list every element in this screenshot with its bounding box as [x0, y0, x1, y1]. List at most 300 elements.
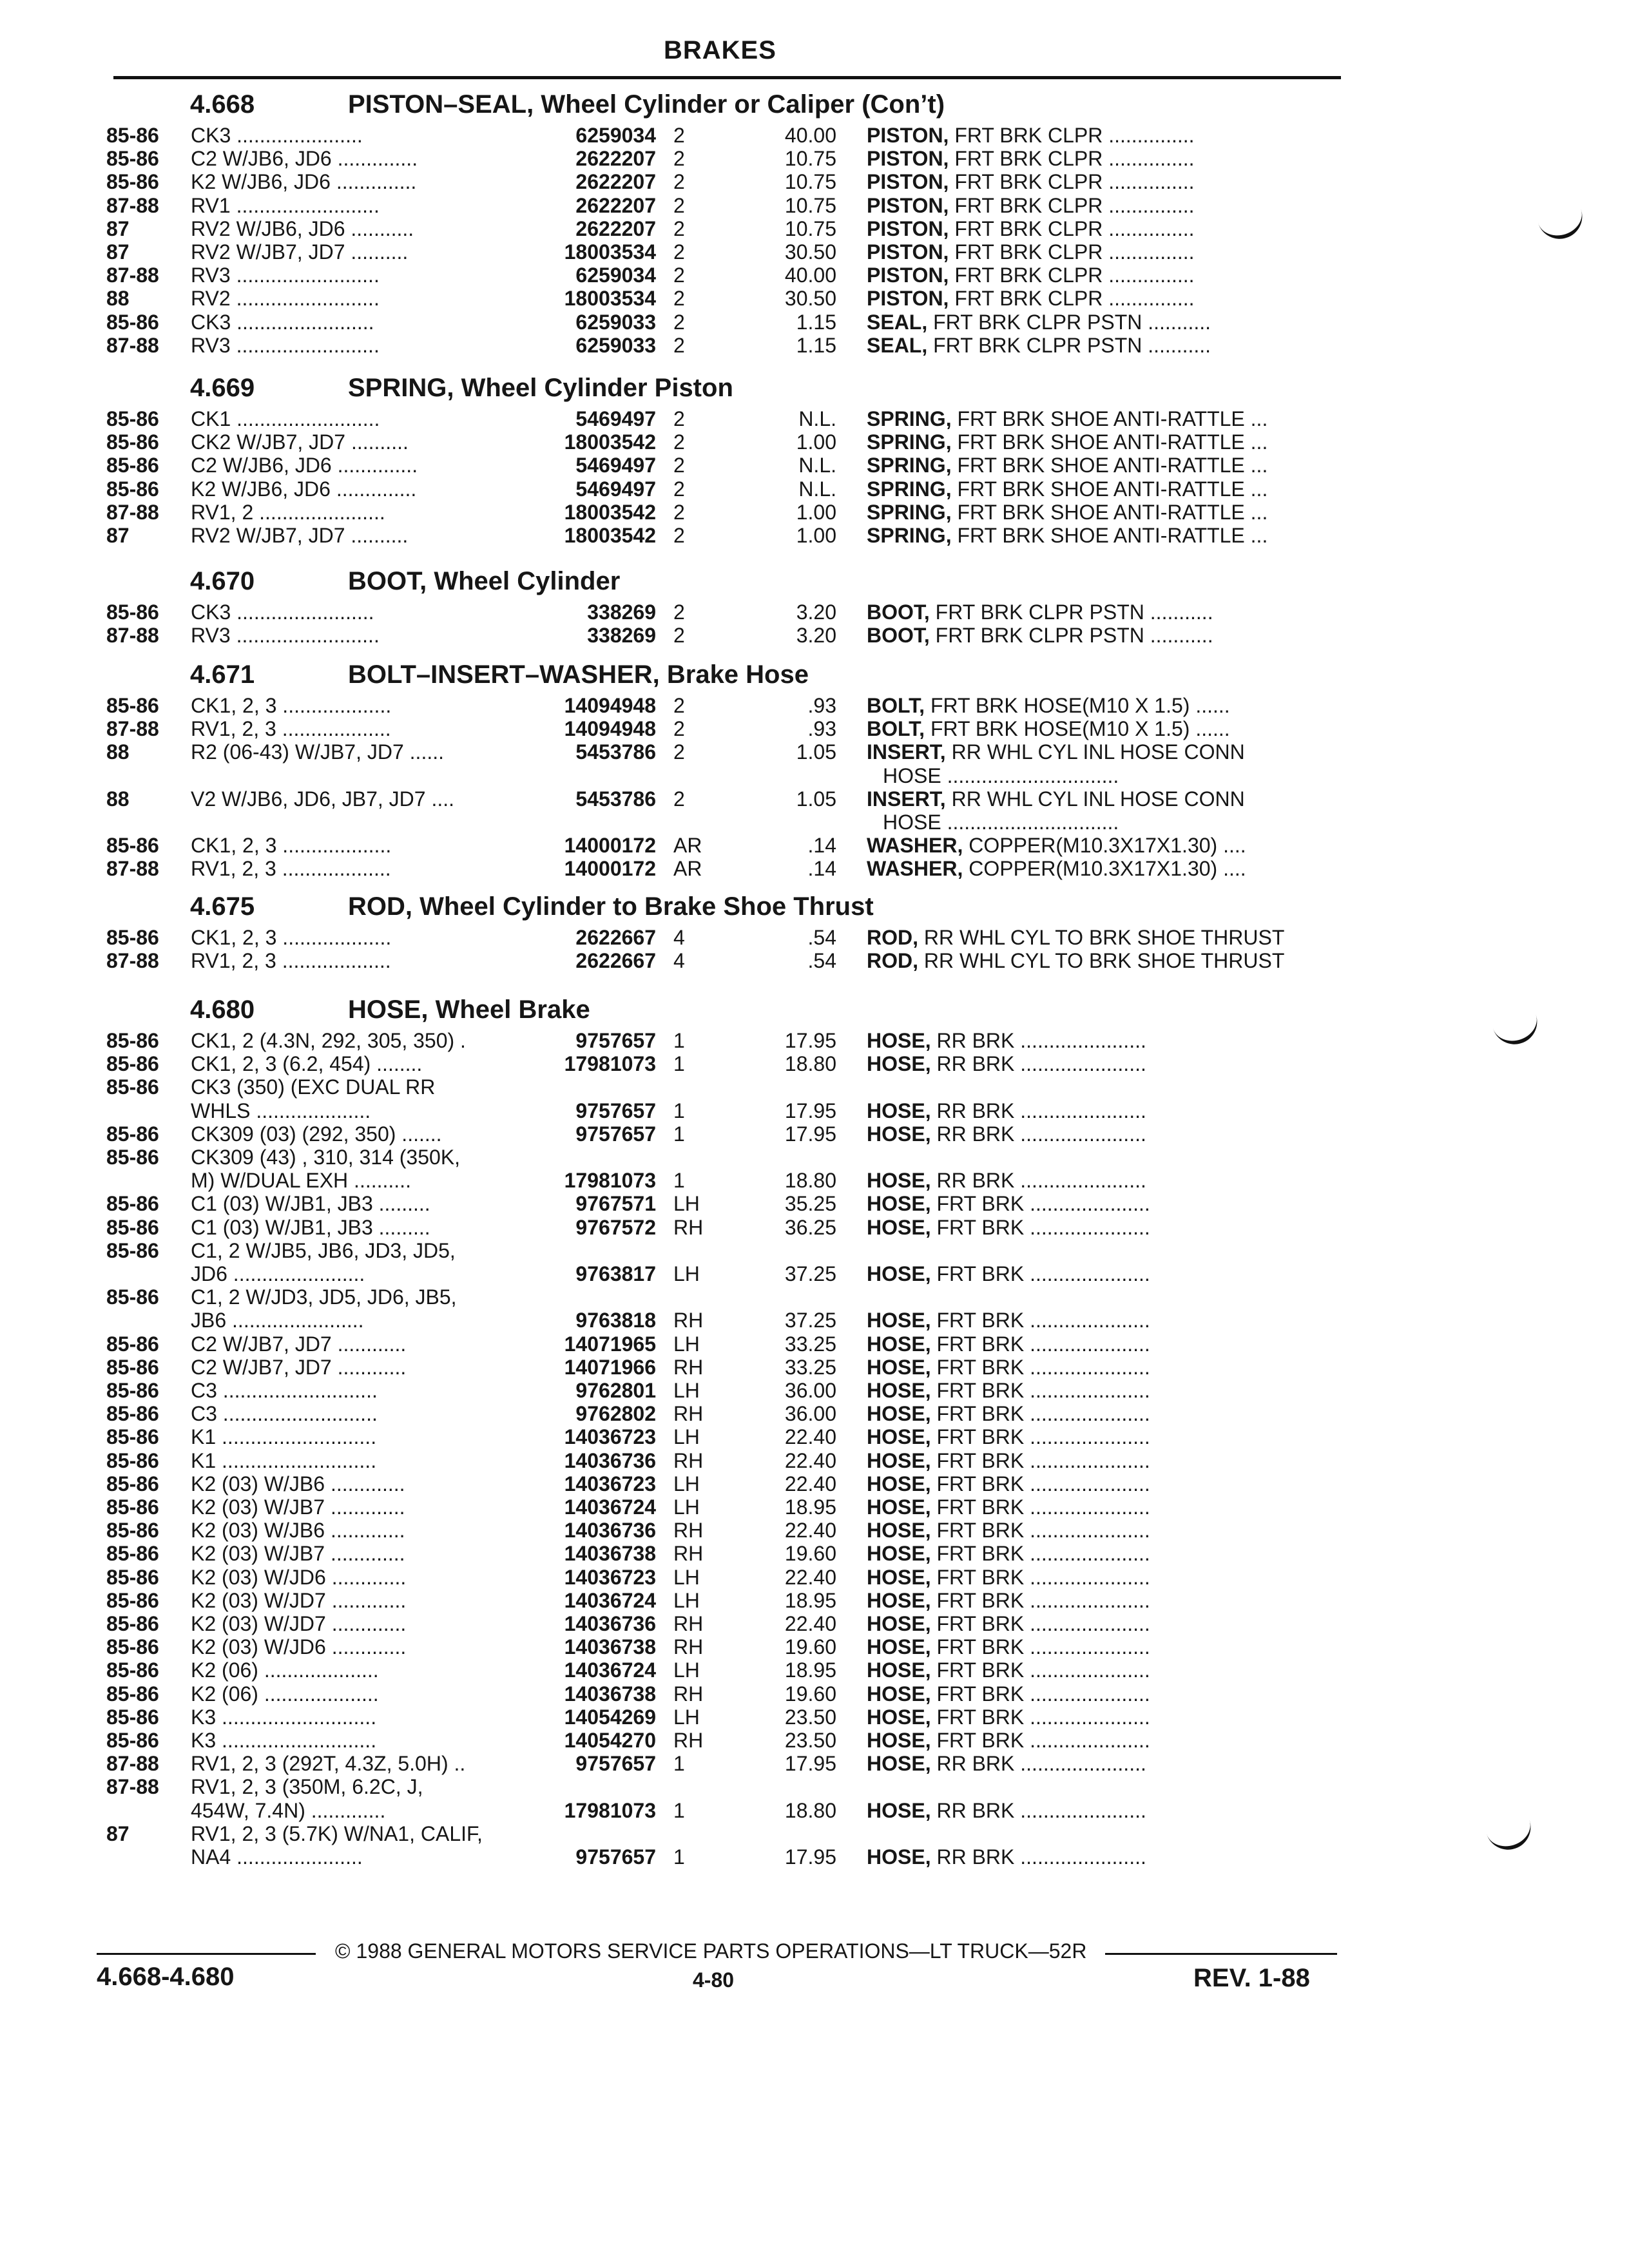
description-noun: HOSE,	[867, 1542, 931, 1565]
description-noun: HOSE,	[867, 1356, 931, 1379]
description-noun: INSERT,	[867, 740, 946, 764]
model-years: 87	[106, 1822, 130, 1845]
description-noun: HOSE,	[867, 1635, 931, 1658]
part-description	[867, 477, 1337, 501]
model-application: CK309 (03) (292, 350) .......	[191, 1122, 442, 1146]
description-noun: WASHER,	[867, 834, 963, 857]
part-number: 5453786	[575, 740, 656, 764]
parts-row	[0, 1356, 1629, 1379]
model-years: 85-86	[106, 407, 159, 430]
description-noun: HOSE,	[867, 1099, 931, 1122]
description-noun: HOSE,	[867, 1752, 931, 1775]
parts-row	[0, 1845, 1629, 1869]
quantity: LH	[673, 1425, 700, 1448]
model-years: 85-86	[106, 1402, 159, 1425]
list-price: .93	[807, 717, 836, 740]
part-number: 14094948	[564, 717, 656, 740]
description-detail: FRT BRK CLPR ...............	[949, 194, 1195, 217]
model-application: K2 (03) W/JD7 .............	[191, 1589, 407, 1612]
quantity: RH	[673, 1356, 704, 1379]
model-years: 85-86	[106, 1449, 159, 1472]
part-number: 338269	[587, 624, 656, 647]
model-application: K2 (03) W/JB7 .............	[191, 1495, 405, 1519]
description-noun: HOSE,	[867, 1589, 931, 1612]
parts-row	[0, 1449, 1629, 1472]
parts-row	[0, 240, 1629, 264]
description-noun: HOSE,	[867, 1845, 931, 1869]
part-number: 14036724	[564, 1589, 656, 1612]
parts-row	[0, 1029, 1629, 1052]
parts-row	[0, 147, 1629, 170]
list-price: 23.50	[784, 1729, 836, 1752]
part-description	[867, 194, 1337, 217]
part-number: 6259033	[575, 311, 656, 334]
part-description	[867, 501, 1337, 524]
model-application: C2 W/JB6, JD6 ..............	[191, 454, 418, 477]
quantity: 4	[673, 949, 685, 972]
quantity: 2	[673, 430, 685, 454]
part-number: 14094948	[564, 694, 656, 717]
description-detail: FRT BRK SHOE ANTI-RATTLE ...	[951, 501, 1268, 524]
section-heading	[0, 567, 1629, 601]
parts-row	[0, 1285, 1629, 1309]
quantity: LH	[673, 1566, 700, 1589]
part-number: 5469497	[575, 454, 656, 477]
part-number: 9757657	[575, 1122, 656, 1146]
list-price: 37.25	[784, 1309, 836, 1332]
description-noun: HOSE,	[867, 1309, 931, 1332]
description-noun: ROD,	[867, 926, 918, 949]
list-price: 1.05	[796, 740, 836, 764]
parts-row	[0, 477, 1629, 501]
section-title: ROD, Wheel Cylinder to Brake Shoe Thrust	[348, 892, 874, 921]
description-noun: HOSE,	[867, 1519, 931, 1542]
model-years: 85-86	[106, 477, 159, 501]
list-price: 19.60	[784, 1542, 836, 1565]
list-price: .14	[807, 834, 836, 857]
description-detail: FRT BRK CLPR ...............	[949, 147, 1195, 170]
description-detail: FRT BRK HOSE(M10 X 1.5) ......	[925, 717, 1230, 740]
part-number: 6259033	[575, 334, 656, 357]
part-number: 14036738	[564, 1682, 656, 1706]
quantity: 4	[673, 926, 685, 949]
model-years: 87-88	[106, 1775, 159, 1798]
description-detail: FRT BRK .....................	[930, 1402, 1150, 1425]
description-noun: SPRING,	[867, 454, 952, 477]
list-price: 17.95	[784, 1029, 836, 1052]
part-description	[867, 1799, 1337, 1822]
model-years: 85-86	[106, 1472, 159, 1495]
part-number: 14036723	[564, 1425, 656, 1448]
quantity: 2	[673, 264, 685, 287]
description-detail: HOSE ..............................	[883, 764, 1119, 787]
parts-row	[0, 287, 1629, 310]
description-detail: FRT BRK CLPR PSTN ...........	[927, 334, 1211, 357]
parts-row	[0, 1052, 1629, 1075]
model-application: RV3 .........................	[191, 624, 380, 647]
section-heading	[0, 90, 1629, 124]
footer-rule-left	[97, 1953, 316, 1955]
model-years: 85-86	[106, 1706, 159, 1729]
part-number: 6259034	[575, 124, 656, 147]
footer-section-range: 4.668-4.680	[97, 1963, 235, 1991]
description-detail: FRT BRK .....................	[930, 1658, 1150, 1682]
part-number: 9767571	[575, 1192, 656, 1215]
description-detail: FRT BRK .....................	[930, 1589, 1150, 1612]
model-years: 85-86	[106, 1216, 159, 1239]
part-description	[867, 430, 1337, 454]
list-price: 19.60	[784, 1635, 836, 1658]
description-detail: FRT BRK CLPR ...............	[949, 287, 1195, 310]
parts-row	[0, 1192, 1629, 1215]
list-price: 35.25	[784, 1192, 836, 1215]
quantity: 2	[673, 147, 685, 170]
description-detail: FRT BRK .....................	[930, 1635, 1150, 1658]
quantity: RH	[673, 1612, 704, 1635]
parts-row	[0, 1752, 1629, 1775]
description-detail: FRT BRK .....................	[930, 1379, 1150, 1402]
part-number: 14000172	[564, 857, 656, 880]
list-price: .54	[807, 949, 836, 972]
description-detail: FRT BRK .....................	[930, 1682, 1150, 1706]
part-description	[867, 1519, 1337, 1542]
quantity: LH	[673, 1262, 700, 1285]
parts-row	[0, 194, 1629, 217]
quantity: 2	[673, 287, 685, 310]
part-description	[867, 454, 1337, 477]
quantity: RH	[673, 1519, 704, 1542]
parts-row	[0, 170, 1629, 193]
description-noun: SPRING,	[867, 501, 952, 524]
parts-row	[0, 1239, 1629, 1262]
parts-row	[0, 1262, 1629, 1285]
part-number: 14036724	[564, 1658, 656, 1682]
parts-row	[0, 430, 1629, 454]
list-price: 36.00	[784, 1402, 836, 1425]
model-application: C1, 2 W/JB5, JB6, JD3, JD5,	[191, 1239, 456, 1262]
quantity: RH	[673, 1402, 704, 1425]
parts-row	[0, 811, 1629, 834]
part-description	[867, 1495, 1337, 1519]
list-price: 1.00	[796, 524, 836, 547]
section-number: 4.669	[190, 374, 255, 402]
parts-row	[0, 1635, 1629, 1658]
model-application: C2 W/JB7, JD7 ............	[191, 1356, 407, 1379]
model-years: 85-86	[106, 926, 159, 949]
part-number: 14036736	[564, 1449, 656, 1472]
model-application: RV1, 2, 3 (292T, 4.3Z, 5.0H) ..	[191, 1752, 466, 1775]
list-price: 1.15	[796, 334, 836, 357]
quantity: LH	[673, 1192, 700, 1215]
part-number: 14036736	[564, 1519, 656, 1542]
model-years: 87-88	[106, 501, 159, 524]
part-description	[867, 601, 1337, 624]
description-detail: FRT BRK CLPR ...............	[949, 264, 1195, 287]
description-detail: FRT BRK .....................	[930, 1472, 1150, 1495]
part-description	[867, 1169, 1337, 1192]
list-price: 1.15	[796, 311, 836, 334]
model-application: RV1, 2, 3 ...................	[191, 949, 391, 972]
parts-row	[0, 1472, 1629, 1495]
part-description	[867, 834, 1337, 857]
list-price: 22.40	[784, 1449, 836, 1472]
quantity: 2	[673, 601, 685, 624]
part-description	[867, 1542, 1337, 1565]
model-years: 85-86	[106, 170, 159, 193]
description-detail: FRT BRK CLPR PSTN ...........	[929, 601, 1213, 624]
part-number: 18003542	[564, 430, 656, 454]
description-noun: HOSE,	[867, 1472, 931, 1495]
section-title: BOOT, Wheel Cylinder	[348, 567, 621, 595]
part-description	[867, 311, 1337, 334]
part-number: 2622667	[575, 949, 656, 972]
part-description	[867, 717, 1337, 740]
description-detail: FRT BRK .....................	[930, 1542, 1150, 1565]
model-years: 85-86	[106, 311, 159, 334]
part-number: 14036724	[564, 1495, 656, 1519]
parts-row	[0, 1658, 1629, 1682]
model-years: 87-88	[106, 334, 159, 357]
footer-rule-right	[1105, 1953, 1337, 1955]
description-detail: RR BRK ......................	[930, 1122, 1146, 1146]
part-description	[867, 787, 1337, 811]
part-description	[867, 740, 1337, 764]
part-description	[867, 524, 1337, 547]
model-years: 85-86	[106, 1612, 159, 1635]
list-price: 22.40	[784, 1566, 836, 1589]
model-years: 85-86	[106, 1519, 159, 1542]
part-description	[867, 407, 1337, 430]
description-detail: RR BRK ......................	[930, 1799, 1146, 1822]
model-application: K2 (06) ....................	[191, 1658, 379, 1682]
parts-row	[0, 1216, 1629, 1239]
description-detail: FRT BRK CLPR PSTN ...........	[929, 624, 1213, 647]
part-description	[867, 1845, 1337, 1869]
model-years: 87	[106, 217, 130, 240]
description-noun: HOSE,	[867, 1566, 931, 1589]
quantity: 2	[673, 124, 685, 147]
description-noun: WASHER,	[867, 857, 963, 880]
model-application: V2 W/JB6, JD6, JB7, JD7 ....	[191, 787, 455, 811]
model-application: RV2 W/JB6, JD6 ...........	[191, 217, 414, 240]
model-years: 88	[106, 740, 130, 764]
description-detail: RR WHL CYL INL HOSE CONN	[945, 787, 1245, 811]
parts-row	[0, 1495, 1629, 1519]
parts-row	[0, 717, 1629, 740]
description-detail: FRT BRK SHOE ANTI-RATTLE ...	[951, 407, 1268, 430]
part-number: 14036723	[564, 1472, 656, 1495]
description-detail: RR WHL CYL TO BRK SHOE THRUST	[918, 926, 1285, 949]
parts-row	[0, 926, 1629, 949]
model-years: 85-86	[106, 124, 159, 147]
model-application: K1 ...........................	[191, 1425, 377, 1448]
description-detail: RR BRK ......................	[930, 1169, 1146, 1192]
part-description	[867, 287, 1337, 310]
quantity: 2	[673, 501, 685, 524]
quantity: 2	[673, 717, 685, 740]
list-price: 22.40	[784, 1472, 836, 1495]
model-years: 87-88	[106, 624, 159, 647]
model-years: 85-86	[106, 1682, 159, 1706]
part-description	[867, 1566, 1337, 1589]
list-price: 40.00	[784, 124, 836, 147]
part-number: 14000172	[564, 834, 656, 857]
quantity: 1	[673, 1029, 685, 1052]
model-years: 85-86	[106, 1495, 159, 1519]
description-noun: HOSE,	[867, 1379, 931, 1402]
description-noun: HOSE,	[867, 1052, 931, 1075]
quantity: RH	[673, 1542, 704, 1565]
parts-row	[0, 1309, 1629, 1332]
part-number: 2622207	[575, 217, 656, 240]
parts-row	[0, 1099, 1629, 1122]
model-application: K3 ...........................	[191, 1706, 377, 1729]
quantity: RH	[673, 1635, 704, 1658]
description-detail: FRT BRK SHOE ANTI-RATTLE ...	[951, 477, 1268, 501]
part-number: 9763817	[575, 1262, 656, 1285]
model-years: 87-88	[106, 194, 159, 217]
description-detail: FRT BRK CLPR ...............	[949, 240, 1195, 264]
part-description	[867, 264, 1337, 287]
part-description	[867, 1099, 1337, 1122]
part-description	[867, 1706, 1337, 1729]
list-price: 1.00	[796, 501, 836, 524]
list-price: 18.95	[784, 1589, 836, 1612]
description-detail: FRT BRK .....................	[930, 1192, 1150, 1215]
model-application: CK1, 2, 3 ...................	[191, 926, 392, 949]
model-years: 85-86	[106, 1425, 159, 1448]
part-description	[867, 1262, 1337, 1285]
description-noun: PISTON,	[867, 217, 949, 240]
part-number: 9757657	[575, 1099, 656, 1122]
model-application: CK2 W/JB7, JD7 ..........	[191, 430, 409, 454]
description-detail: FRT BRK .....................	[930, 1356, 1150, 1379]
quantity: 2	[673, 194, 685, 217]
parts-row	[0, 1682, 1629, 1706]
description-detail: FRT BRK .....................	[930, 1449, 1150, 1472]
part-number: 18003534	[564, 287, 656, 310]
model-application: NA4 ......................	[191, 1845, 363, 1869]
part-number: 17981073	[564, 1799, 656, 1822]
model-years: 85-86	[106, 1566, 159, 1589]
part-description	[867, 1729, 1337, 1752]
list-price: 17.95	[784, 1752, 836, 1775]
parts-row	[0, 1332, 1629, 1356]
model-application: CK3 (350) (EXC DUAL RR	[191, 1075, 436, 1099]
description-detail: RR WHL CYL INL HOSE CONN	[945, 740, 1245, 764]
part-description	[867, 1425, 1337, 1448]
list-price: .54	[807, 926, 836, 949]
model-years: 85-86	[106, 430, 159, 454]
description-noun: BOLT,	[867, 717, 925, 740]
description-detail: FRT BRK CLPR ...............	[949, 124, 1195, 147]
model-application: RV2 W/JB7, JD7 ..........	[191, 524, 409, 547]
part-description	[867, 1192, 1337, 1215]
parts-row	[0, 1169, 1629, 1192]
description-detail: RR BRK ......................	[930, 1052, 1146, 1075]
part-number: 9767572	[575, 1216, 656, 1239]
parts-row	[0, 764, 1629, 787]
model-application: R2 (06-43) W/JB7, JD7 ......	[191, 740, 444, 764]
quantity: 2	[673, 624, 685, 647]
parts-row	[0, 949, 1629, 972]
model-years: 85-86	[106, 1635, 159, 1658]
list-price: 3.20	[796, 624, 836, 647]
model-application: WHLS ....................	[191, 1099, 371, 1122]
list-price: 10.75	[784, 147, 836, 170]
list-price: 10.75	[784, 217, 836, 240]
description-noun: HOSE,	[867, 1169, 931, 1192]
model-years: 85-86	[106, 1052, 159, 1075]
description-detail: FRT BRK CLPR PSTN ...........	[927, 311, 1211, 334]
list-price: 1.00	[796, 430, 836, 454]
part-description	[867, 1309, 1337, 1332]
model-years: 85-86	[106, 1146, 159, 1169]
parts-row	[0, 1706, 1629, 1729]
model-application: C3 ...........................	[191, 1402, 378, 1425]
description-noun: HOSE,	[867, 1449, 931, 1472]
list-price: .93	[807, 694, 836, 717]
description-noun: BOOT,	[867, 624, 930, 647]
part-number: 338269	[587, 601, 656, 624]
model-years: 85-86	[106, 834, 159, 857]
part-number: 9762802	[575, 1402, 656, 1425]
model-application: K2 (03) W/JB6 .............	[191, 1472, 405, 1495]
description-noun: INSERT,	[867, 787, 946, 811]
description-detail: FRT BRK .....................	[930, 1706, 1150, 1729]
part-description	[867, 949, 1337, 972]
description-detail: RR BRK ......................	[930, 1099, 1146, 1122]
model-application: RV2 W/JB7, JD7 ..........	[191, 240, 409, 264]
list-price: 30.50	[784, 287, 836, 310]
description-noun: SEAL,	[867, 334, 928, 357]
footer-revision: REV. 1-88	[1193, 1964, 1310, 1992]
model-years: 85-86	[106, 1379, 159, 1402]
part-number: 5469497	[575, 407, 656, 430]
model-years: 88	[106, 287, 130, 310]
model-application: K2 (06) ....................	[191, 1682, 379, 1706]
part-description	[867, 857, 1337, 880]
description-noun: SPRING,	[867, 524, 952, 547]
part-number: 14036736	[564, 1612, 656, 1635]
description-detail: RR BRK ......................	[930, 1029, 1146, 1052]
description-noun: SPRING,	[867, 407, 952, 430]
description-noun: SPRING,	[867, 430, 952, 454]
list-price: 17.95	[784, 1099, 836, 1122]
model-years: 88	[106, 787, 130, 811]
section-number: 4.670	[190, 567, 255, 595]
model-years: 85-86	[106, 1542, 159, 1565]
model-application: C3 ...........................	[191, 1379, 378, 1402]
description-noun: HOSE,	[867, 1262, 931, 1285]
description-detail: FRT BRK .....................	[930, 1495, 1150, 1519]
part-description	[867, 1449, 1337, 1472]
model-application: K3 ...........................	[191, 1729, 377, 1752]
list-price: 18.80	[784, 1169, 836, 1192]
description-noun: PISTON,	[867, 170, 949, 193]
section-number: 4.680	[190, 995, 255, 1024]
model-years: 85-86	[106, 454, 159, 477]
part-number: 9763818	[575, 1309, 656, 1332]
part-number: 18003534	[564, 240, 656, 264]
part-description	[867, 147, 1337, 170]
part-description	[883, 764, 1353, 787]
part-description	[867, 334, 1337, 357]
quantity: RH	[673, 1449, 704, 1472]
quantity: 2	[673, 787, 685, 811]
parts-row	[0, 524, 1629, 547]
description-noun: HOSE,	[867, 1682, 931, 1706]
